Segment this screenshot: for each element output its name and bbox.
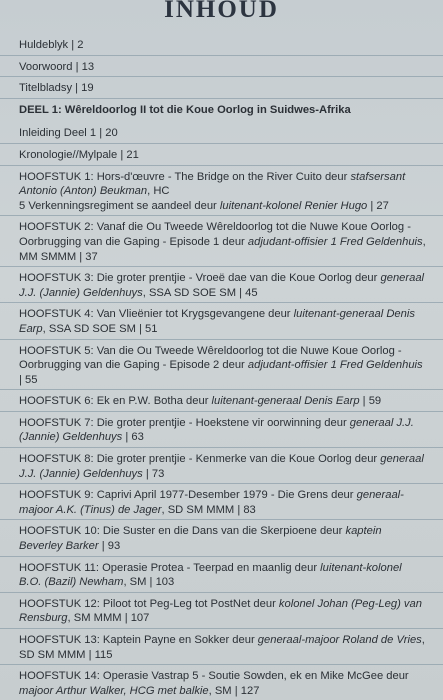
- entry-page: , SSA SD SOE SM | 45: [142, 286, 258, 299]
- entry-text: HOOFSTUK 4: Van Vlieënier tot Krygsgevangene deur: [19, 308, 294, 321]
- toc-entry-huldeblyk[interactable]: [19, 38, 427, 56]
- entry-text: HOOFSTUK 14: Operasie Vastrap 5 - Soutie Sowden, ek en Mike McGee deur: [19, 670, 409, 683]
- entry-text: Titelbladsy | 19: [19, 82, 94, 95]
- toc-entry-hoofstuk-11[interactable]: [19, 561, 427, 593]
- entry-page: , SM | 127: [208, 684, 260, 697]
- entry-text: HOOFSTUK 3: Die groter prentjie - Vroeë dae van die Koue Oorlog deur: [19, 272, 381, 285]
- toc-entry-hoofstuk-4[interactable]: [19, 307, 427, 339]
- entry-author: adjudant-offisier 1 Fred Geldenhuis: [247, 359, 423, 372]
- toc-entry-kronologie[interactable]: [19, 148, 427, 166]
- table-of-contents: [19, 38, 427, 700]
- entry-author: kolonel Johan (Peg-Leg) van Rensburg: [19, 597, 422, 625]
- entry-text: HOOFSTUK 7: Die groter prentjie - Hoekstene vir oorwinning deur: [19, 416, 350, 429]
- entry-author: generaal J.J. (Jannie) Geldenhuys: [19, 416, 414, 444]
- toc-entry-titelbladsy[interactable]: [19, 81, 427, 99]
- entry-author: generaal J.J. (Jannie) Geldenhuys: [19, 272, 425, 299]
- entry-text: HOOFSTUK 2: Vanaf die Ou Tweede Wêreldoorlog tot die Nuwe Koue Oorlog - Oorbrugging van die Gaping - Episode 1 deur: [19, 221, 411, 248]
- entry-author: Antonio (Anton) Beukman: [19, 185, 148, 198]
- entry-text: , HC: [147, 185, 170, 198]
- entry-text: HOOFSTUK 1: Hors-d'œuvre - The Bridge on the River Cuito deur: [19, 170, 351, 183]
- entry-page: , SM MMM | 107: [67, 612, 150, 625]
- entry-text: Kronologie//Mylpale | 21: [19, 148, 139, 161]
- toc-entry-hoofstuk-8[interactable]: [19, 452, 427, 484]
- entry-text: 5 Verkenningsregiment se aandeel deur: [19, 199, 220, 212]
- entry-author: luitenant-generaal Denis Earp: [19, 308, 415, 335]
- entry-author: generaal-majoor Roland de Vries: [257, 634, 422, 646]
- entry-text: Voorwoord | 13: [19, 60, 95, 73]
- toc-entry-hoofstuk-14[interactable]: [19, 669, 427, 700]
- entry-text: HOOFSTUK 8: Die groter prentjie - Kenmerke van die Koue Oorlog deur: [19, 453, 381, 466]
- entry-page: , SM | 103: [123, 576, 175, 589]
- entry-author: generaal-majoor A.K. (Tinus) de Jager: [19, 489, 404, 516]
- entry-text: HOOFSTUK 13: Kaptein Payne en Sokker deur: [19, 634, 258, 646]
- entry-text: HOOFSTUK 9: Caprivi April 1977-Desember 1979 - Die Grens deur: [19, 489, 357, 502]
- entry-page: | 73: [142, 467, 165, 480]
- toc-entry-hoofstuk-12[interactable]: [19, 597, 427, 629]
- entry-text: HOOFSTUK 10: Die Suster en die Dans van die Skerpioene deur: [19, 525, 346, 538]
- page-title: INHOUD: [164, 0, 279, 23]
- entry-page: , SSA SD SOE SM | 51: [42, 322, 158, 335]
- entry-page: | 63: [122, 431, 144, 444]
- toc-entry-hoofstuk-2[interactable]: [19, 220, 427, 267]
- entry-text: HOOFSTUK 12: Piloot tot Peg-Leg tot PostNet deur: [19, 597, 279, 610]
- toc-entry-hoofstuk-5[interactable]: [19, 344, 427, 391]
- toc-entry-hoofstuk-6[interactable]: [19, 394, 427, 412]
- toc-entry-inleiding[interactable]: [19, 126, 427, 144]
- toc-entry-hoofstuk-3[interactable]: [19, 271, 427, 303]
- toc-entry-hoofstuk-1[interactable]: [19, 170, 427, 217]
- part-heading-text: DEEL 1: Wêreldoorlog II tot die Koue Oorlog in Suidwes-Afrika: [19, 103, 351, 116]
- entry-author: luitenant-generaal Denis Earp: [211, 395, 360, 408]
- entry-author: majoor Arthur Walker, HCG met balkie: [19, 684, 209, 697]
- toc-entry-hoofstuk-9[interactable]: [19, 488, 427, 520]
- entry-author: adjudant-offisier 1 Fred Geldenhuis: [247, 235, 423, 248]
- entry-author: stafsersant: [350, 170, 406, 183]
- entry-page: | 59: [359, 395, 382, 408]
- entry-page: , SD SM MMM | 115: [19, 634, 425, 661]
- entry-author: generaal J.J. (Jannie) Geldenhuys: [19, 453, 424, 480]
- toc-part-heading: [19, 103, 427, 121]
- entry-text: HOOFSTUK 11: Operasie Protea - Teerpad en maanlig deur: [19, 561, 321, 574]
- entry-text: HOOFSTUK 5: Van die Ou Tweede Wêreldoorlog tot die Nuwe Koue Oorlog - Oorbrugging van die Gaping - Episode 2 deur: [19, 344, 402, 372]
- toc-entry-voorwoord[interactable]: [19, 60, 427, 78]
- entry-page: , SD SM MMM | 83: [161, 503, 256, 516]
- entry-page: , MM SMMM | 37: [19, 235, 426, 263]
- entry-page: | 27: [367, 199, 389, 212]
- toc-entry-hoofstuk-13[interactable]: [19, 633, 427, 665]
- toc-entry-hoofstuk-10[interactable]: [19, 524, 427, 556]
- entry-author: luitenant-kolonel B.O. (Bazil) Newham: [19, 561, 402, 589]
- entry-page: | 93: [98, 540, 121, 553]
- toc-entry-hoofstuk-7[interactable]: [19, 416, 427, 448]
- entry-text: HOOFSTUK 6: Ek en P.W. Botha deur: [19, 395, 212, 408]
- entry-text: Huldeblyk | 2: [19, 39, 84, 51]
- entry-author: kaptein Beverley Barker: [19, 525, 382, 553]
- entry-text: Inleiding Deel 1 | 20: [19, 127, 118, 140]
- entry-page: | 55: [19, 373, 38, 386]
- entry-author: luitenant-kolonel Renier Hugo: [219, 199, 368, 212]
